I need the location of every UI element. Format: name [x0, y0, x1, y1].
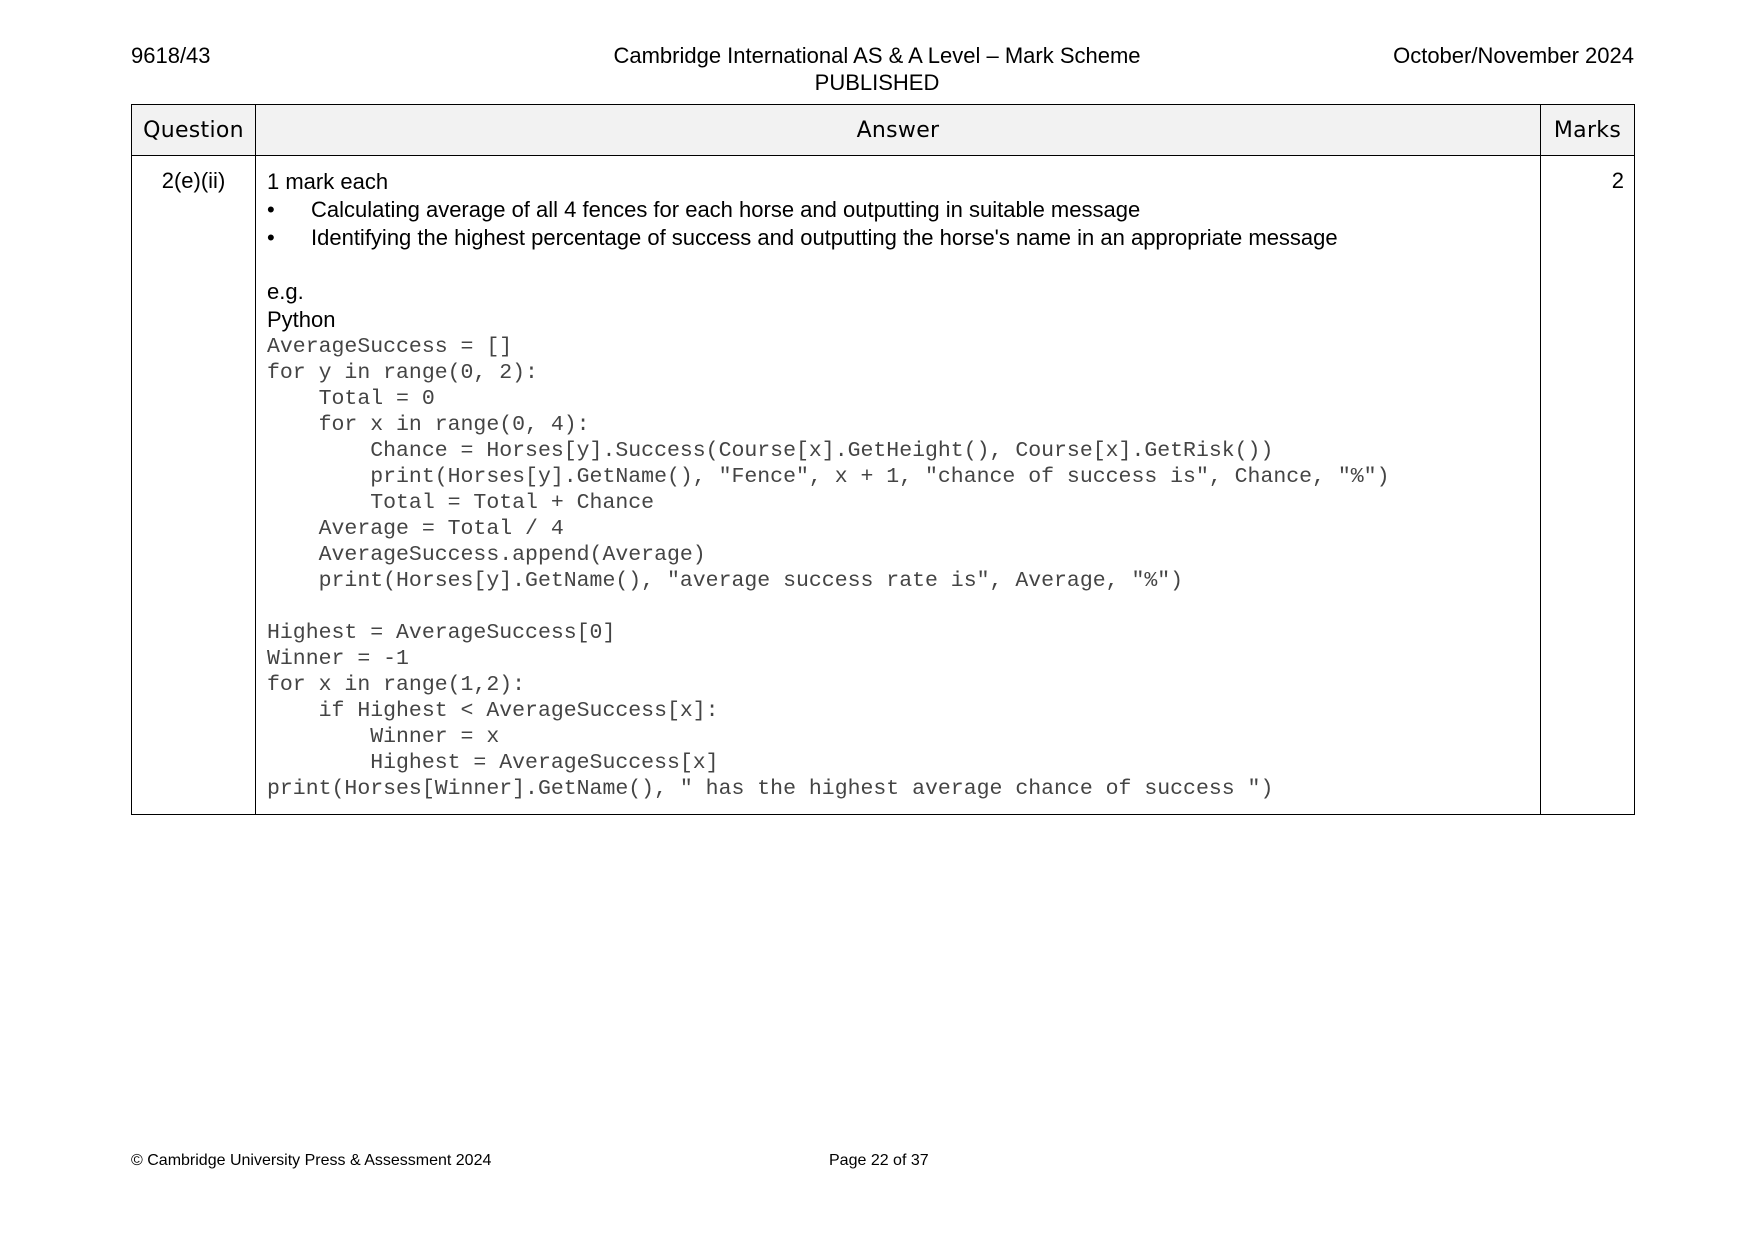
answer-cell — [256, 156, 1541, 815]
mark-intro: 1 mark each — [267, 169, 389, 194]
question-number: 2(e)(ii) — [132, 156, 256, 815]
document-title: Cambridge International AS & A Level – Mark Scheme — [613, 43, 1141, 68]
language-label: Python — [267, 307, 336, 332]
marking-points — [267, 196, 1530, 252]
page-number: Page 22 of 37 — [829, 1152, 929, 1169]
table-row — [132, 156, 1635, 815]
example-label: e.g. — [267, 279, 304, 304]
table-header-row — [132, 105, 1635, 156]
code-block-average: AverageSuccess = [] for y in range(0, 2): Total = 0 for x in range(0, 4): Chance = Horses[y].Success(Course[x].GetHeight(), Course[x].GetRisk()) print(Horses[y].GetName(), "Fence", x + 1, "chance of success is", Chance, "%") Total = Total + Chance Average = Total / 4 AverageSuccess.append(Average) print(Horses[y].GetName(), "average success rate is", Average, "%") — [267, 335, 1390, 593]
document-subtitle: PUBLISHED — [814, 70, 940, 95]
marks-value: 2 — [1541, 156, 1635, 815]
copyright-notice: © Cambridge University Press & Assessment 2024 — [131, 1152, 492, 1169]
marks-column-header: Marks — [1541, 105, 1635, 156]
paper-code: 9618/43 — [131, 43, 211, 68]
exam-session: October/November 2024 — [1393, 43, 1634, 68]
code-block-winner: Highest = AverageSuccess[0] Winner = -1 for x in range(1,2): if Highest < AverageSuccess[x]: Winner = x Highest = AverageSuccess[x] print(Horses[Winner].GetName(), " has the highest average chance of success ") — [267, 621, 1274, 801]
question-column-header: Question — [132, 105, 256, 156]
marking-point-2: • Identifying the highest percentage of success and outputting the horse's name in an appropriate message — [267, 224, 1530, 252]
marking-point-1: • Calculating average of all 4 fences for each horse and outputting in suitable message — [267, 196, 1530, 224]
answer-column-header: Answer — [256, 105, 1541, 156]
mark-scheme-table — [131, 104, 1635, 815]
spacer — [267, 594, 1530, 620]
spacer — [267, 252, 1530, 278]
